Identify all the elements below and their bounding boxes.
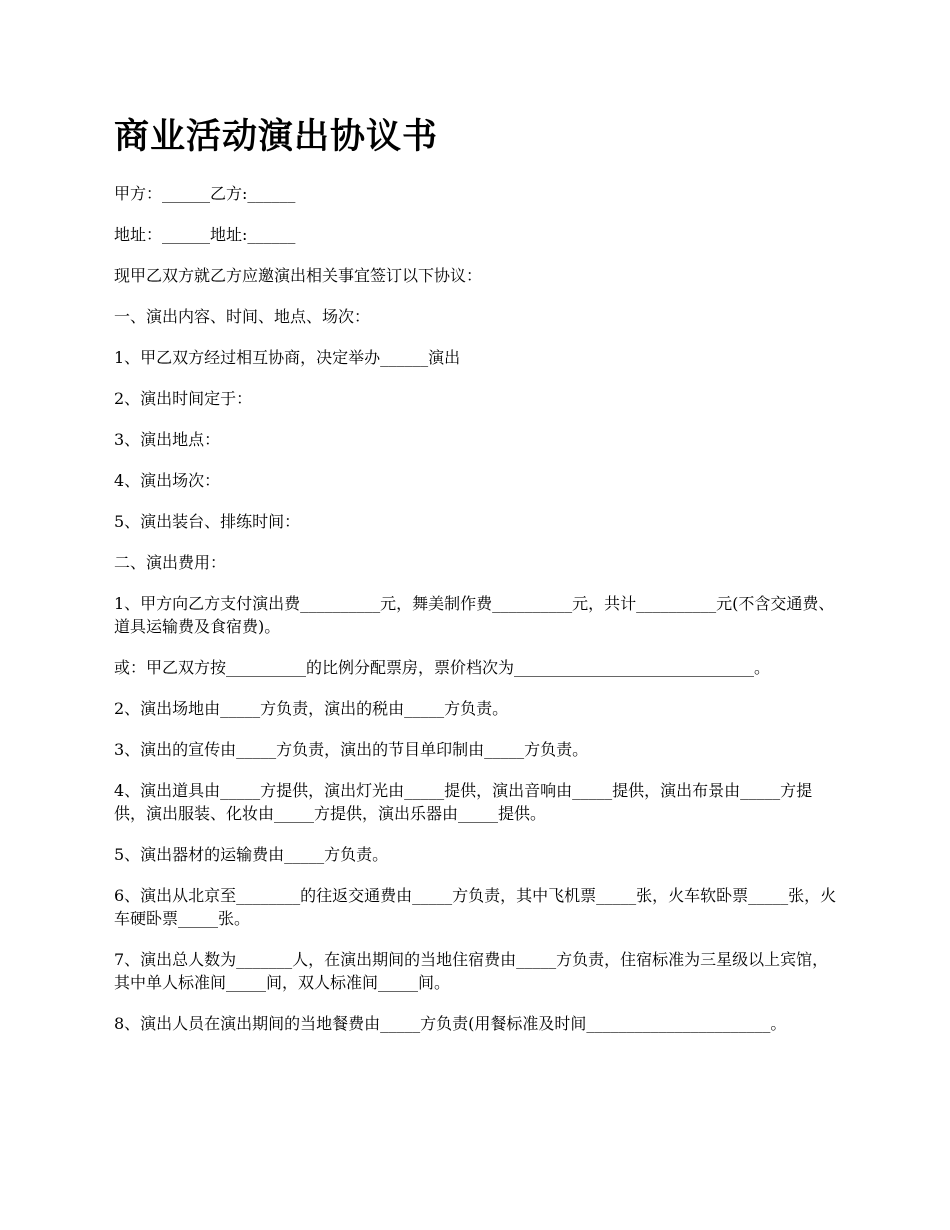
clause-1-3: 3、演出地点： xyxy=(114,430,221,449)
clause-2-2: 2、演出场地由_____方负责，演出的税由_____方负责。 xyxy=(114,699,509,718)
party-address-line: 地址：______地址:______ xyxy=(114,225,296,244)
section-2-heading: 二、演出费用： xyxy=(114,553,227,572)
section-1-heading: 一、演出内容、时间、地点、场次： xyxy=(114,307,371,326)
clause-2-6: 6、演出从北京至________的往返交通费由_____方负责，其中飞机票_____张，火车软卧票_____张，火车硬卧票_____张。 xyxy=(114,886,837,928)
clause-1-5: 5、演出装台、排练时间： xyxy=(114,512,301,531)
clause-2-7: 7、演出总人数为_______人，在演出期间的当地住宿费由_____方负责，住宿标准为三星级以上宾馆，其中单人标准间_____间，双人标准间_____间。 xyxy=(114,950,829,992)
document-title: 商业活动演出协议书 xyxy=(114,116,439,157)
clause-2-1: 1、甲方向乙方支付演出费__________元，舞美制作费__________元，共计__________元(不含交通费、道具运输费及食宿费)。 xyxy=(114,594,835,636)
clause-1-1: 1、甲乙双方经过相互协商，决定举办______演出 xyxy=(114,348,461,367)
clause-1-2: 2、演出时间定于： xyxy=(114,389,253,408)
clause-2-4: 4、演出道具由_____方提供，演出灯光由_____提供，演出音响由_____提供，演出布景由_____方提供，演出服装、化妆由_____方提供，演出乐器由_____提供。 xyxy=(114,781,813,823)
party-names-line: 甲方：______乙方:______ xyxy=(114,184,296,203)
clause-2-1-alternative: 或：甲乙双方按__________的比例分配票房，票价档次为______________________________。 xyxy=(114,658,771,677)
clause-2-8: 8、演出人员在演出期间的当地餐费由_____方负责(用餐标准及时间_______________________。 xyxy=(114,1014,787,1033)
preamble: 现甲乙双方就乙方应邀演出相关事宜签订以下协议： xyxy=(114,266,483,285)
clause-1-4: 4、演出场次： xyxy=(114,471,221,490)
clause-2-5: 5、演出器材的运输费由_____方负责。 xyxy=(114,845,389,864)
clause-2-3: 3、演出的宣传由_____方负责，演出的节目单印制由_____方负责。 xyxy=(114,740,589,759)
document-page xyxy=(114,112,842,1053)
